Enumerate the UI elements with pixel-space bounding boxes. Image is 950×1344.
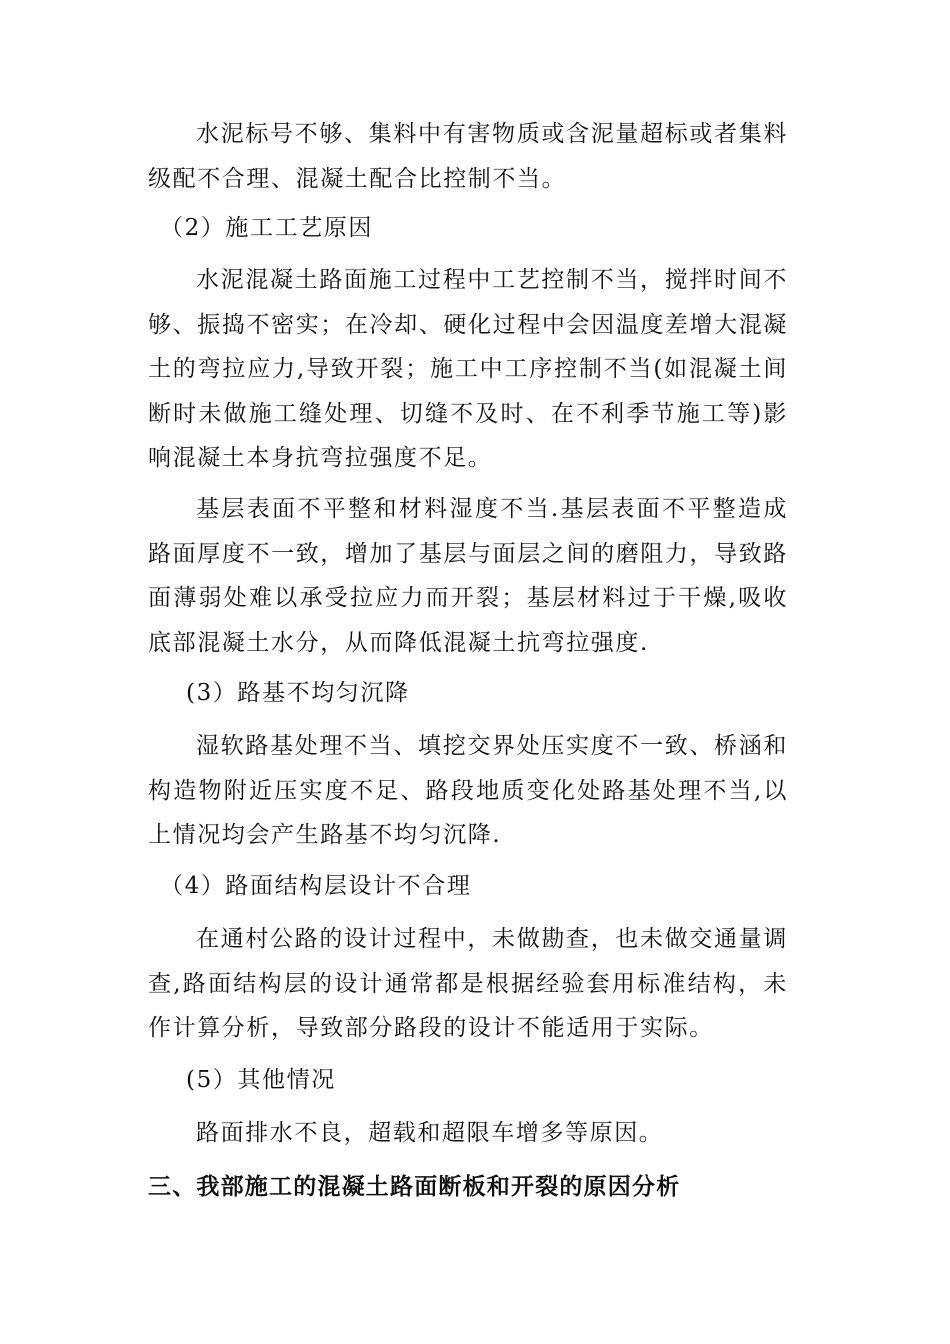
subheading-construction-process: （2）施工工艺原因 bbox=[160, 215, 374, 241]
subheading-other: (5）其他情况 bbox=[186, 1067, 336, 1093]
paragraph-base-layer: 基层表面不平整和材料湿度不当.基层表面不平整造成路面厚度不一致，增加了基层与面层之间的磨阻力，导致路面薄弱处难以承受拉应力而开裂；基层材料过于干燥,吸收底部混凝土水分，从而降低混凝土抗弯拉强度. bbox=[148, 496, 788, 656]
paragraph-materials: 水泥标号不够、集料中有害物质或含泥量超标或者集料级配不合理、混凝土配合比控制不当。 bbox=[148, 121, 788, 192]
paragraph-structure-design: 在通村公路的设计过程中，未做勘查，也未做交通量调查,路面结构层的设计通常都是根据经验套用标准结构，未作计算分析，导致部分路段的设计不能适用于实际。 bbox=[148, 926, 788, 1041]
subheading-subgrade-settlement: (3）路基不均匀沉降 bbox=[186, 680, 410, 706]
paragraph-other: 路面排水不良，超载和超限车增多等原因。 bbox=[196, 1120, 664, 1146]
subheading-structure-design: （4）路面结构层设计不合理 bbox=[160, 873, 472, 899]
paragraph-subgrade-settlement: 湿软路基处理不当、填挖交界处压实度不一致、桥涵和构造物附近压实度不足、路段地质变化处路基处理不当,以上情况均会产生路基不均匀沉降. bbox=[148, 733, 788, 848]
section-heading-3: 三、我部施工的混凝土路面断板和开裂的原因分析 bbox=[148, 1174, 681, 1200]
paragraph-construction-process: 水泥混凝土路面施工过程中工艺控制不当，搅拌时间不够、振捣不密实；在冷却、硬化过程中会因温度差增大混凝土的弯拉应力,导致开裂；施工中工序控制不当(如混凝土间断时未做施工缝处理、切缝不及时、在不利季节施工等)影响混凝土本身抗弯拉强度不足。 bbox=[148, 267, 788, 471]
